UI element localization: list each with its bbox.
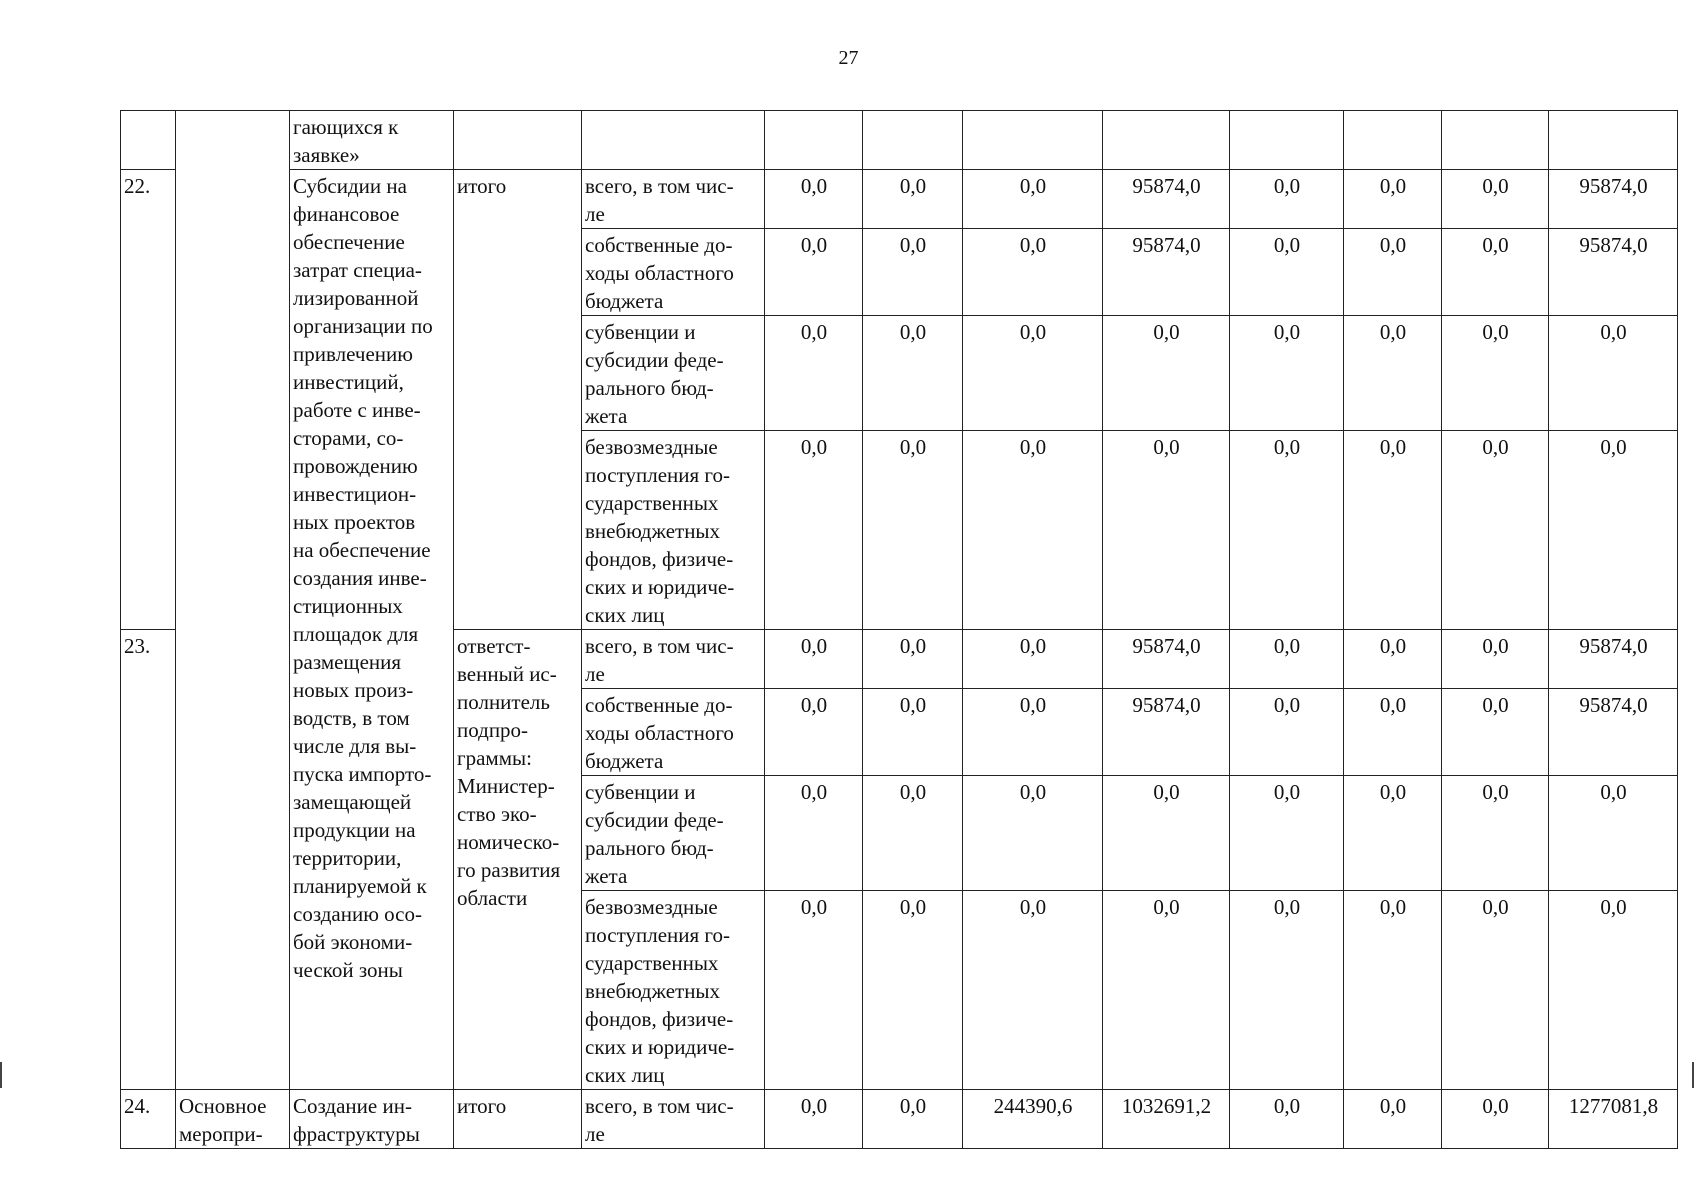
event-title-cell-line: водств, в том — [293, 706, 410, 730]
scan-mark-left — [0, 1062, 2, 1088]
value-cell: 95874,0 — [1549, 229, 1678, 316]
event-title-cell-line: территории, — [293, 846, 402, 870]
program-title-cell-line: гающихся к — [293, 115, 399, 139]
value-cell: 0,0 — [1230, 431, 1344, 630]
value-cell: 0,0 — [863, 891, 963, 1090]
event-title-cell-line: фраструктуры — [293, 1122, 420, 1146]
table-row — [121, 170, 1678, 229]
value-cell: 95874,0 — [1549, 689, 1678, 776]
event-title-cell-line: площадок для — [293, 622, 419, 646]
executor-cell-line: го развития — [457, 858, 561, 882]
value-cell: 1032691,2 — [1103, 1090, 1230, 1149]
funding-source-cell-line: ских лиц — [585, 1063, 665, 1087]
funding-source-cell — [582, 891, 765, 1090]
funding-source-cell-line: поступления го- — [585, 923, 730, 947]
executor-cell-line: ответст- — [457, 634, 531, 658]
funding-source-cell-line: ле — [585, 1122, 605, 1146]
value-cell: 0,0 — [1549, 316, 1678, 431]
value-cell: 1277081,8 — [1549, 1090, 1678, 1149]
value-cell: 0,0 — [963, 170, 1103, 229]
funding-source-cell-line: ходы областного — [585, 261, 734, 285]
executor-cell — [454, 630, 582, 1090]
event-title-cell-line: Создание ин- — [293, 1094, 412, 1118]
funding-source-cell — [582, 170, 765, 229]
value-cell: 0,0 — [765, 229, 863, 316]
value-cell: 0,0 — [1442, 891, 1549, 1090]
value-cell: 0,0 — [1442, 229, 1549, 316]
funding-source-cell — [582, 776, 765, 891]
value-cell: 0,0 — [765, 316, 863, 431]
funding-source-cell-line: жета — [585, 864, 628, 888]
value-cell: 0,0 — [765, 776, 863, 891]
page-number: 27 — [838, 47, 859, 69]
value-cell: 0,0 — [1442, 689, 1549, 776]
budget-table — [120, 110, 1678, 1149]
value-cell: 0,0 — [1103, 316, 1230, 431]
event-type-cell-line: Основное — [179, 1094, 267, 1118]
empty-cell — [1103, 111, 1230, 170]
empty-cell — [1344, 111, 1442, 170]
value-cell: 0,0 — [963, 316, 1103, 431]
executor-cell-line: Министер- — [457, 774, 555, 798]
value-cell: 0,0 — [1442, 776, 1549, 891]
funding-source-cell-line: рального бюд- — [585, 376, 714, 400]
funding-source-cell-line: собственные до- — [585, 233, 733, 257]
value-cell: 0,0 — [1103, 891, 1230, 1090]
event-title-cell-line: продукции на — [293, 818, 416, 842]
value-cell: 95874,0 — [1103, 630, 1230, 689]
empty-cell — [454, 111, 582, 170]
table-row — [121, 1090, 1678, 1149]
funding-source-cell-line: ских и юридиче- — [585, 1035, 735, 1059]
value-cell: 0,0 — [1442, 170, 1549, 229]
funding-source-cell-line: внебюджетных — [585, 519, 721, 543]
value-cell: 0,0 — [1442, 431, 1549, 630]
value-cell: 0,0 — [863, 316, 963, 431]
value-cell: 0,0 — [963, 229, 1103, 316]
funding-source-cell — [582, 431, 765, 630]
event-title-cell-line: создания инве- — [293, 566, 427, 590]
funding-source-cell-line: сударственных — [585, 491, 719, 515]
funding-source-cell — [582, 689, 765, 776]
empty-cell — [963, 111, 1103, 170]
event-title-cell-line: Субсидии на — [293, 174, 407, 198]
event-title-cell-line: работе с инве- — [293, 398, 421, 422]
event-title-cell-line: лизированной — [293, 286, 419, 310]
value-cell: 0,0 — [1103, 431, 1230, 630]
event-title-cell-line: планируемой к — [293, 874, 427, 898]
value-cell: 0,0 — [863, 431, 963, 630]
value-cell: 0,0 — [765, 431, 863, 630]
value-cell: 0,0 — [1103, 776, 1230, 891]
event-title-cell-line: привлечению — [293, 342, 413, 366]
event-title-cell-line: провождению — [293, 454, 418, 478]
value-cell: 0,0 — [765, 689, 863, 776]
event-title-cell-line: ческой зоны — [293, 958, 403, 982]
value-cell: 0,0 — [765, 891, 863, 1090]
value-cell: 244390,6 — [963, 1090, 1103, 1149]
event-title-cell-line: организации по — [293, 314, 433, 338]
executor-cell-line: граммы: — [457, 746, 532, 770]
row-number-cell: 23. — [121, 630, 176, 1090]
row-number-cell: 22. — [121, 170, 176, 630]
event-title-cell-line: сторами, со- — [293, 426, 404, 450]
event-title-cell-line: созданию осо- — [293, 902, 422, 926]
event-title-cell-line: размещения — [293, 650, 402, 674]
value-cell: 0,0 — [963, 891, 1103, 1090]
value-cell: 95874,0 — [1103, 689, 1230, 776]
event-title-cell-line: обеспечение — [293, 230, 405, 254]
funding-source-cell — [582, 630, 765, 689]
value-cell: 0,0 — [863, 689, 963, 776]
event-title-cell-line: финансовое — [293, 202, 400, 226]
funding-source-cell — [582, 316, 765, 431]
value-cell: 0,0 — [765, 630, 863, 689]
value-cell: 0,0 — [1230, 1090, 1344, 1149]
event-title-cell-line: пуска импорто- — [293, 762, 432, 786]
event-type-cell — [176, 1090, 290, 1149]
funding-source-cell-line: всего, в том чис- — [585, 174, 734, 198]
value-cell: 95874,0 — [1103, 229, 1230, 316]
funding-source-cell-line: сударственных — [585, 951, 719, 975]
event-title-cell-line: инвестиций, — [293, 370, 404, 394]
executor-cell-line: области — [457, 886, 528, 910]
value-cell: 0,0 — [765, 170, 863, 229]
program-title-cell-line: заявке» — [293, 143, 360, 167]
value-cell: 95874,0 — [1549, 630, 1678, 689]
value-cell: 0,0 — [1442, 316, 1549, 431]
value-cell: 0,0 — [1344, 431, 1442, 630]
funding-source-cell-line: внебюджетных — [585, 979, 721, 1003]
value-cell: 0,0 — [963, 630, 1103, 689]
value-cell: 0,0 — [863, 630, 963, 689]
funding-source-cell-line: безвозмездные — [585, 435, 718, 459]
funding-source-cell-line: ских и юридиче- — [585, 575, 735, 599]
value-cell: 0,0 — [1230, 316, 1344, 431]
event-title-cell-line: бой экономи- — [293, 930, 413, 954]
empty-cell — [765, 111, 863, 170]
value-cell: 0,0 — [765, 1090, 863, 1149]
executor-cell: итого — [454, 1090, 582, 1149]
table-body — [121, 111, 1678, 1149]
executor-cell-line: подпро- — [457, 718, 529, 742]
funding-source-cell-line: фондов, физиче- — [585, 547, 734, 571]
funding-source-cell-line: субсидии феде- — [585, 348, 724, 372]
executor-cell-line: венный ис- — [457, 662, 557, 686]
scan-mark-right — [1692, 1062, 1694, 1088]
funding-source-cell-line: поступления го- — [585, 463, 730, 487]
value-cell: 0,0 — [1549, 776, 1678, 891]
value-cell: 0,0 — [1230, 229, 1344, 316]
value-cell: 0,0 — [1344, 170, 1442, 229]
executor-cell: итого — [454, 170, 582, 630]
value-cell: 0,0 — [863, 776, 963, 891]
event-title-cell-line: замещающей — [293, 790, 412, 814]
funding-source-cell-line: субвенции и — [585, 780, 696, 804]
empty-cell — [863, 111, 963, 170]
funding-source-cell-line: собственные до- — [585, 693, 733, 717]
event-title-cell-line: инвестицион- — [293, 482, 417, 506]
value-cell: 0,0 — [1344, 891, 1442, 1090]
funding-source-cell-line: субсидии феде- — [585, 808, 724, 832]
funding-source-cell-line: ле — [585, 202, 605, 226]
value-cell: 0,0 — [1344, 316, 1442, 431]
event-title-cell — [290, 170, 454, 1090]
value-cell: 0,0 — [963, 689, 1103, 776]
funding-source-cell-line: фондов, физиче- — [585, 1007, 734, 1031]
empty-cell — [1549, 111, 1678, 170]
funding-source-cell-line: бюджета — [585, 749, 664, 773]
event-title-cell-line: затрат специа- — [293, 258, 422, 282]
event-type-cell-line: меропри- — [179, 1122, 263, 1146]
funding-source-cell-line: ле — [585, 662, 605, 686]
value-cell: 0,0 — [1344, 1090, 1442, 1149]
event-type-cell — [176, 111, 290, 1090]
value-cell: 0,0 — [1549, 891, 1678, 1090]
value-cell: 0,0 — [1442, 630, 1549, 689]
value-cell: 0,0 — [1344, 630, 1442, 689]
executor-cell-line: ство эко- — [457, 802, 537, 826]
value-cell: 0,0 — [1230, 170, 1344, 229]
event-title-cell-line: новых произ- — [293, 678, 414, 702]
event-title-cell-line: ных проектов — [293, 510, 416, 534]
empty-cell — [1442, 111, 1549, 170]
event-title-cell — [290, 1090, 454, 1149]
funding-source-cell — [582, 1090, 765, 1149]
funding-source-cell-line: субвенции и — [585, 320, 696, 344]
executor-cell-line: номическо- — [457, 830, 560, 854]
value-cell: 0,0 — [863, 1090, 963, 1149]
row-number-cell — [121, 111, 176, 170]
funding-source-cell-line: безвозмездные — [585, 895, 718, 919]
value-cell: 0,0 — [1230, 891, 1344, 1090]
funding-source-cell-line: жета — [585, 404, 628, 428]
empty-cell — [582, 111, 765, 170]
executor-cell-line: полнитель — [457, 690, 550, 714]
table-row — [121, 111, 1678, 170]
value-cell: 0,0 — [963, 431, 1103, 630]
value-cell: 0,0 — [1344, 229, 1442, 316]
value-cell: 0,0 — [1230, 689, 1344, 776]
funding-source-cell-line: ходы областного — [585, 721, 734, 745]
value-cell: 0,0 — [1442, 1090, 1549, 1149]
value-cell: 0,0 — [1230, 776, 1344, 891]
empty-cell — [1230, 111, 1344, 170]
funding-source-cell — [582, 229, 765, 316]
value-cell: 0,0 — [963, 776, 1103, 891]
funding-source-cell-line: ских лиц — [585, 603, 665, 627]
value-cell: 0,0 — [863, 229, 963, 316]
program-title-cell — [290, 111, 454, 170]
row-number-cell: 24. — [121, 1090, 176, 1149]
value-cell: 95874,0 — [1103, 170, 1230, 229]
value-cell: 0,0 — [1344, 689, 1442, 776]
value-cell: 0,0 — [1230, 630, 1344, 689]
value-cell: 0,0 — [1344, 776, 1442, 891]
value-cell: 95874,0 — [1549, 170, 1678, 229]
funding-source-cell-line: рального бюд- — [585, 836, 714, 860]
event-title-cell-line: числе для вы- — [293, 734, 417, 758]
value-cell: 0,0 — [1549, 431, 1678, 630]
value-cell: 0,0 — [863, 170, 963, 229]
funding-source-cell-line: бюджета — [585, 289, 664, 313]
event-title-cell-line: на обеспечение — [293, 538, 431, 562]
event-title-cell-line: стиционных — [293, 594, 403, 618]
funding-source-cell-line: всего, в том чис- — [585, 634, 734, 658]
funding-source-cell-line: всего, в том чис- — [585, 1094, 734, 1118]
